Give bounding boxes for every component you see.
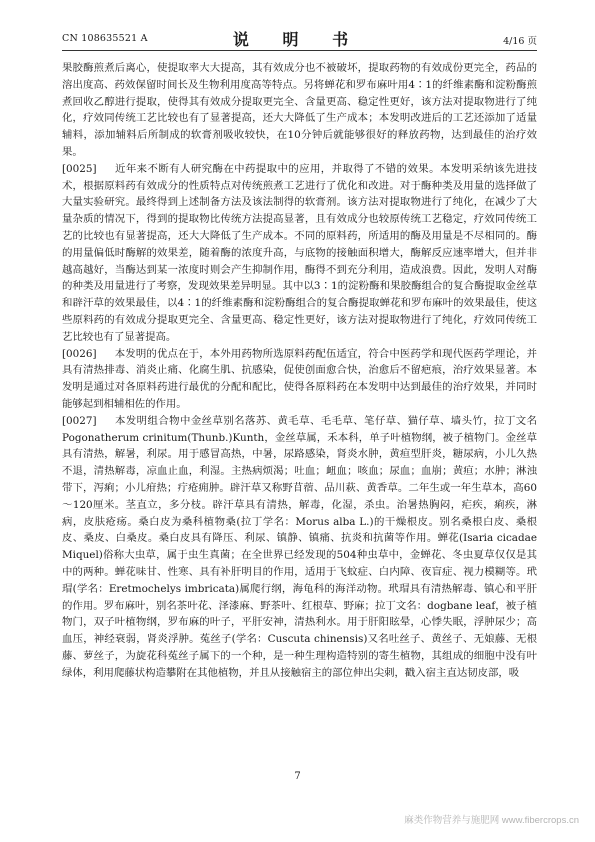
paragraph-text: 本发明的优点在于，本外用药物所选原料药配伍适宜，符合中医药学和现代医药学理论，并具有清热排毒、消炎止痛、化腐生肌、抗感染，促使创面愈合快，治愈后不留疤痕，治疗效果显著。本发明是通过对各原料药进行最优的分配和配比，使得各原料药在本发明中达到最佳的治疗效果，并同时能够起到相辅相佐的作用。 [62, 347, 537, 410]
watermark: 麻类作物营养与施肥网 www.fibercrops.cn [404, 815, 579, 826]
paragraph-0025 [62, 161, 537, 346]
paragraph-text: 果胶酶煎煮后离心，使提取率大大提高，其有效成分也不被破坏，提取药物的有效成份更完全，药品的溶出度高、药效保留时间长及生物利用度高等特点。另将蝉花和罗布麻叶用4∶1的纤维素酶和淀粉酶煎煮回收乙醇进行提取，使得其有效成分提取更完全、含量更高、稳定性更好，该方法对提取物进行了纯化，疗效同传统工艺比较也有了显著提高，还大大降低了生产成本；本发明改进后的工艺还添加了适量辅料，添加辅料后所制成的软膏剂吸收较快，在10分钟后就能够很好的释放药物，达到最佳的治疗效果。 [62, 62, 537, 158]
page-info: 4/16 页 [503, 36, 537, 47]
paragraph-number: [0025] [62, 162, 97, 175]
paragraph-number: [0026] [62, 347, 97, 360]
paragraph-text: 本发明组合物中金丝草别名落苏、黄毛草、毛毛草、笔仔草、猫仔草、墙头竹，拉丁文名Pogonatherum crinitum(Thunb.)Kunth，金丝草属，禾本科，单子叶植物纲，被子植物门。金丝草具有清热，解暑，利尿。用于感冒高热，中暑，尿路感染，肾炎水肿，黄疸型肝炎，糖尿病，小儿久热不退，清热解毒，凉血止血，利湿。主热病烦渴；吐血；衄血；咳血；尿血；血崩；黄疸；水肿；淋浊带下，泻痢；小儿疳热；疔疮痈肿。辟汗草又称野苜蓿、品川萩、黄香草。二年生或一年生草本，高60～120厘米。茎直立，多分枝。辟汗草具有清热，解毒，化湿，杀虫。治暑热胸闷，疟疾，痢疾，淋病，皮肤疮疡。桑白皮为桑科植物桑(拉丁学名：Morus alba L.)的干燥根皮。别名桑根白皮、桑根皮、桑皮、白桑皮。桑白皮具有降压、利尿、镇静、镇痛、抗炎和抗菌等作用。蝉花(Isaria cicadae Miquel)俗称大虫草，属于虫生真菌；在全世界已经发现的504种虫草中，金蝉花、冬虫夏草仅仅是其中的两种。蝉花味甘、性寒、具有补肝明目的作用，适用于飞蚊症、白内障、夜盲症、视力模糊等。玳瑁(学名：Eretmochelys imbricata)属爬行纲，海龟科的海洋动物。玳瑁具有清热解毒、镇心和平肝的作用。罗布麻叶，别名茶叶花、泽漆麻、野茶叶、红根草、野麻；拉丁文名：dogbane leaf，被子植物门，双子叶植物纲，罗布麻的叶子，平肝安神，清热利水。用于肝阳眩晕，心悸失眠，浮肿尿少；高血压，神经衰弱，肾炎浮肿。菟丝子(学名：Cuscuta chinensis)又名吐丝子、黄丝子、无娘藤、无根藤、萝丝子，为旋花科菟丝子属下的一个种，是一种生理构造特别的寄生植物，其组成的细胞中没有叶绿体，利用爬藤状构造攀附在其他植物，并且从接触宿主的部位伸出尖刺，戳入宿主直达韧皮部，吸 [62, 414, 537, 679]
page-header [0, 0, 595, 56]
document-title: 说 明 书 [232, 30, 363, 49]
page-number: 7 [294, 771, 301, 782]
paragraph-0027 [62, 413, 537, 682]
paragraph-number: [0027] [62, 414, 97, 427]
paragraph-continuation [62, 60, 537, 161]
header-divider [62, 50, 537, 51]
paragraph-0026 [62, 346, 537, 413]
paragraph-text: 近年来不断有人研究酶在中药提取中的应用，并取得了不错的效果。本发明采纳该先进技术，根据原料药有效成分的性质特点对传统煎煮工艺进行了优化和改进。对于酶种类及用量的选择做了大量实验研究。最终得到上述制备方法及该法制得的软膏剂。该方法对提取物进行了纯化，在减少了大量杂质的情况下，得到的提取物比传统方法提高显著，且有效成分也较原传统工艺稳定，疗效同传统工艺的比较也有显著提高，还大大降低了生产成本。不同的原料药，所适用的酶及用量是不尽相同的。酶的用量偏低时酶解的效果差，随着酶的浓度升高，与底物的接触面积增大，酶解反应速率增大，但并非越高越好，当酶达到某一浓度时则会产生抑制作用，酶得不到充分利用，造成浪费。因此，发明人对酶的种类及用量进行了考察，发现效果差异明显。其中以3∶1的淀粉酶和果胶酶组合的复合酶提取金丝草和辟汗草的效果最佳，以4∶1的纤维素酶和淀粉酶组合的复合酶提取蝉花和罗布麻叶的效果最佳，使这些原料药的有效成分提取更完全、含量更高、稳定性更好，该方法对提取物进行了纯化，疗效同传统工艺比较也有了显著提高。 [62, 162, 537, 343]
document-body [62, 60, 537, 681]
publication-number: CN 108635521 A [62, 33, 148, 44]
